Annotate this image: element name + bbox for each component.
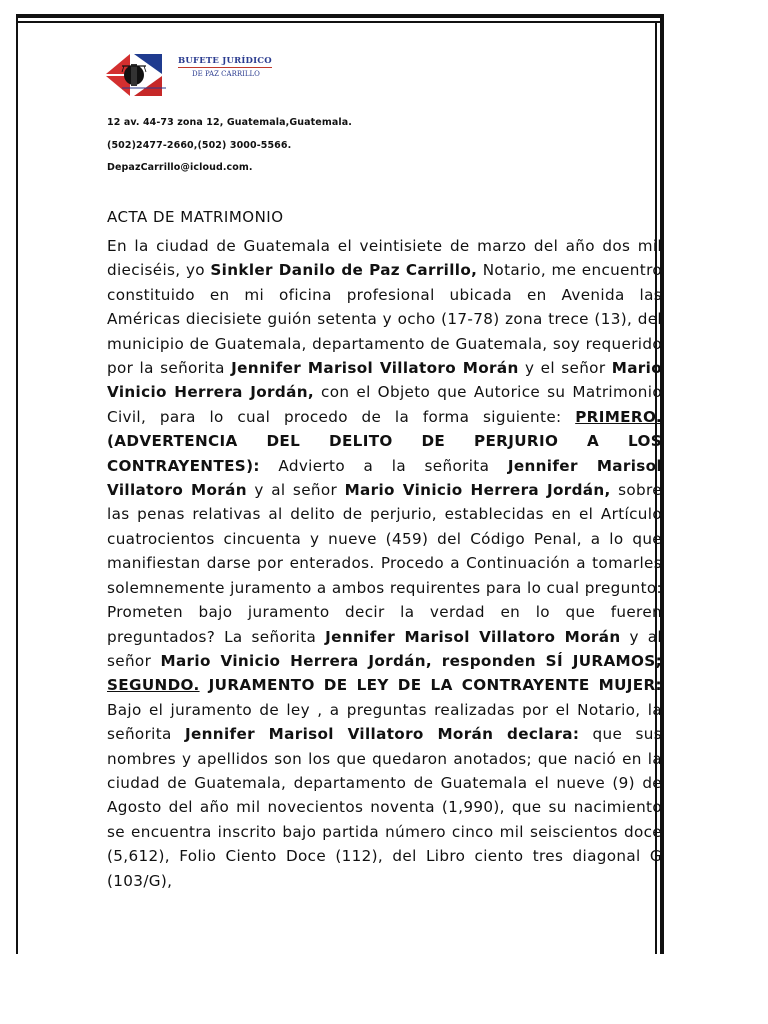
clause-segundo-title: JURAMENTO DE LEY DE LA CONTRAYENTE MUJER: bbox=[199, 676, 662, 695]
bride-declaration: Jennifer Marisol Villatoro Morán declara: bbox=[184, 725, 580, 744]
firm-email: DepazCarrillo@icloud.com. bbox=[107, 162, 253, 173]
clause-primero: PRIMERO. bbox=[575, 407, 662, 426]
clause-primero-title: (ADVERTENCIA DEL DELITO DE PERJURIO A LOS CONTRAYENTES): bbox=[107, 432, 662, 475]
page-border-top bbox=[16, 14, 662, 18]
text-run: y al señor bbox=[107, 627, 662, 670]
firm-name bbox=[178, 56, 272, 78]
text-run: y el señor bbox=[518, 359, 612, 378]
text-run: En la ciudad de Guatemala el veintisiete de marzo del año dos mil dieciséis, yo bbox=[107, 237, 662, 280]
groom-name: Mario Vinicio Herrera Jordán, bbox=[344, 481, 611, 500]
groom-name: Mario Vinicio Herrera Jordán, bbox=[107, 359, 662, 402]
firm-address: 12 av. 44-73 zona 12, Guatemala,Guatemala. bbox=[107, 117, 352, 128]
text-run: Advierto a la señorita bbox=[259, 456, 508, 475]
bride-name: Jennifer Marisol Villatoro Morán bbox=[231, 359, 519, 378]
text-run: sobre las penas relativas al delito de perjurio, establecidas en el Artículo cuatrocientos cincuenta y nueve (459) del Código Penal, a lo que manifiestan darse por enterados. Procedo a Continuación a tomarles solemnemente juramento a ambos requirentes para lo cual pregunto: Prometen bajo juramento decir la verdad en lo que fueren preguntados? La señorita bbox=[107, 481, 663, 646]
page-border-top-inner bbox=[16, 21, 662, 23]
bride-name: Jennifer Marisol Villatoro Morán bbox=[107, 456, 663, 500]
firm-name-line1: BUFETE JURÍDICO bbox=[178, 56, 272, 66]
document-title: ACTA DE MATRIMONIO bbox=[107, 208, 284, 226]
document-body bbox=[107, 234, 662, 893]
page-border-left bbox=[16, 14, 18, 954]
text-run: que sus nombres y apellidos son los que quedaron anotados; que nació en la ciudad de Guatemala, departamento de Guatemala el nueve (9) de Agosto del año mil novecientos noventa (1,990), que su nacimiento se encuentra inscrito bajo partida número cinco mil seiscientos doce (5,612), Folio Ciento Doce (112), del Libro ciento tres diagonal G (103/G), bbox=[107, 725, 662, 890]
firm-phones: (502)2477-2660,(502) 3000-5566. bbox=[107, 140, 292, 151]
bride-name: Jennifer Marisol Villatoro Morán bbox=[325, 627, 621, 646]
groom-response: Mario Vinicio Herrera Jordán, responden SÍ JURAMOS; bbox=[160, 651, 662, 670]
text-run: Bajo el juramento de ley , a preguntas realizadas por el Notario, la señorita bbox=[107, 700, 662, 744]
text-run: con el Objeto que Autorice su Matrimonio Civil, para lo cual procedo de la forma siguiente: bbox=[107, 383, 662, 426]
text-run: Notario, me encuentro constituido en mi oficina profesional ubicada en Avenida las Américas diecisiete guión setenta y ocho (17-78) zona trece (13), del municipio de Guatemala, departamento de Guatemala, soy requerido por la señorita bbox=[107, 261, 662, 378]
notary-name: Sinkler Danilo de Paz Carrillo, bbox=[210, 261, 478, 280]
firm-name-line2: DE PAZ CARRILLO bbox=[192, 70, 260, 78]
clause-segundo: SEGUNDO. bbox=[107, 676, 200, 695]
text-run: y al señor bbox=[246, 481, 345, 500]
